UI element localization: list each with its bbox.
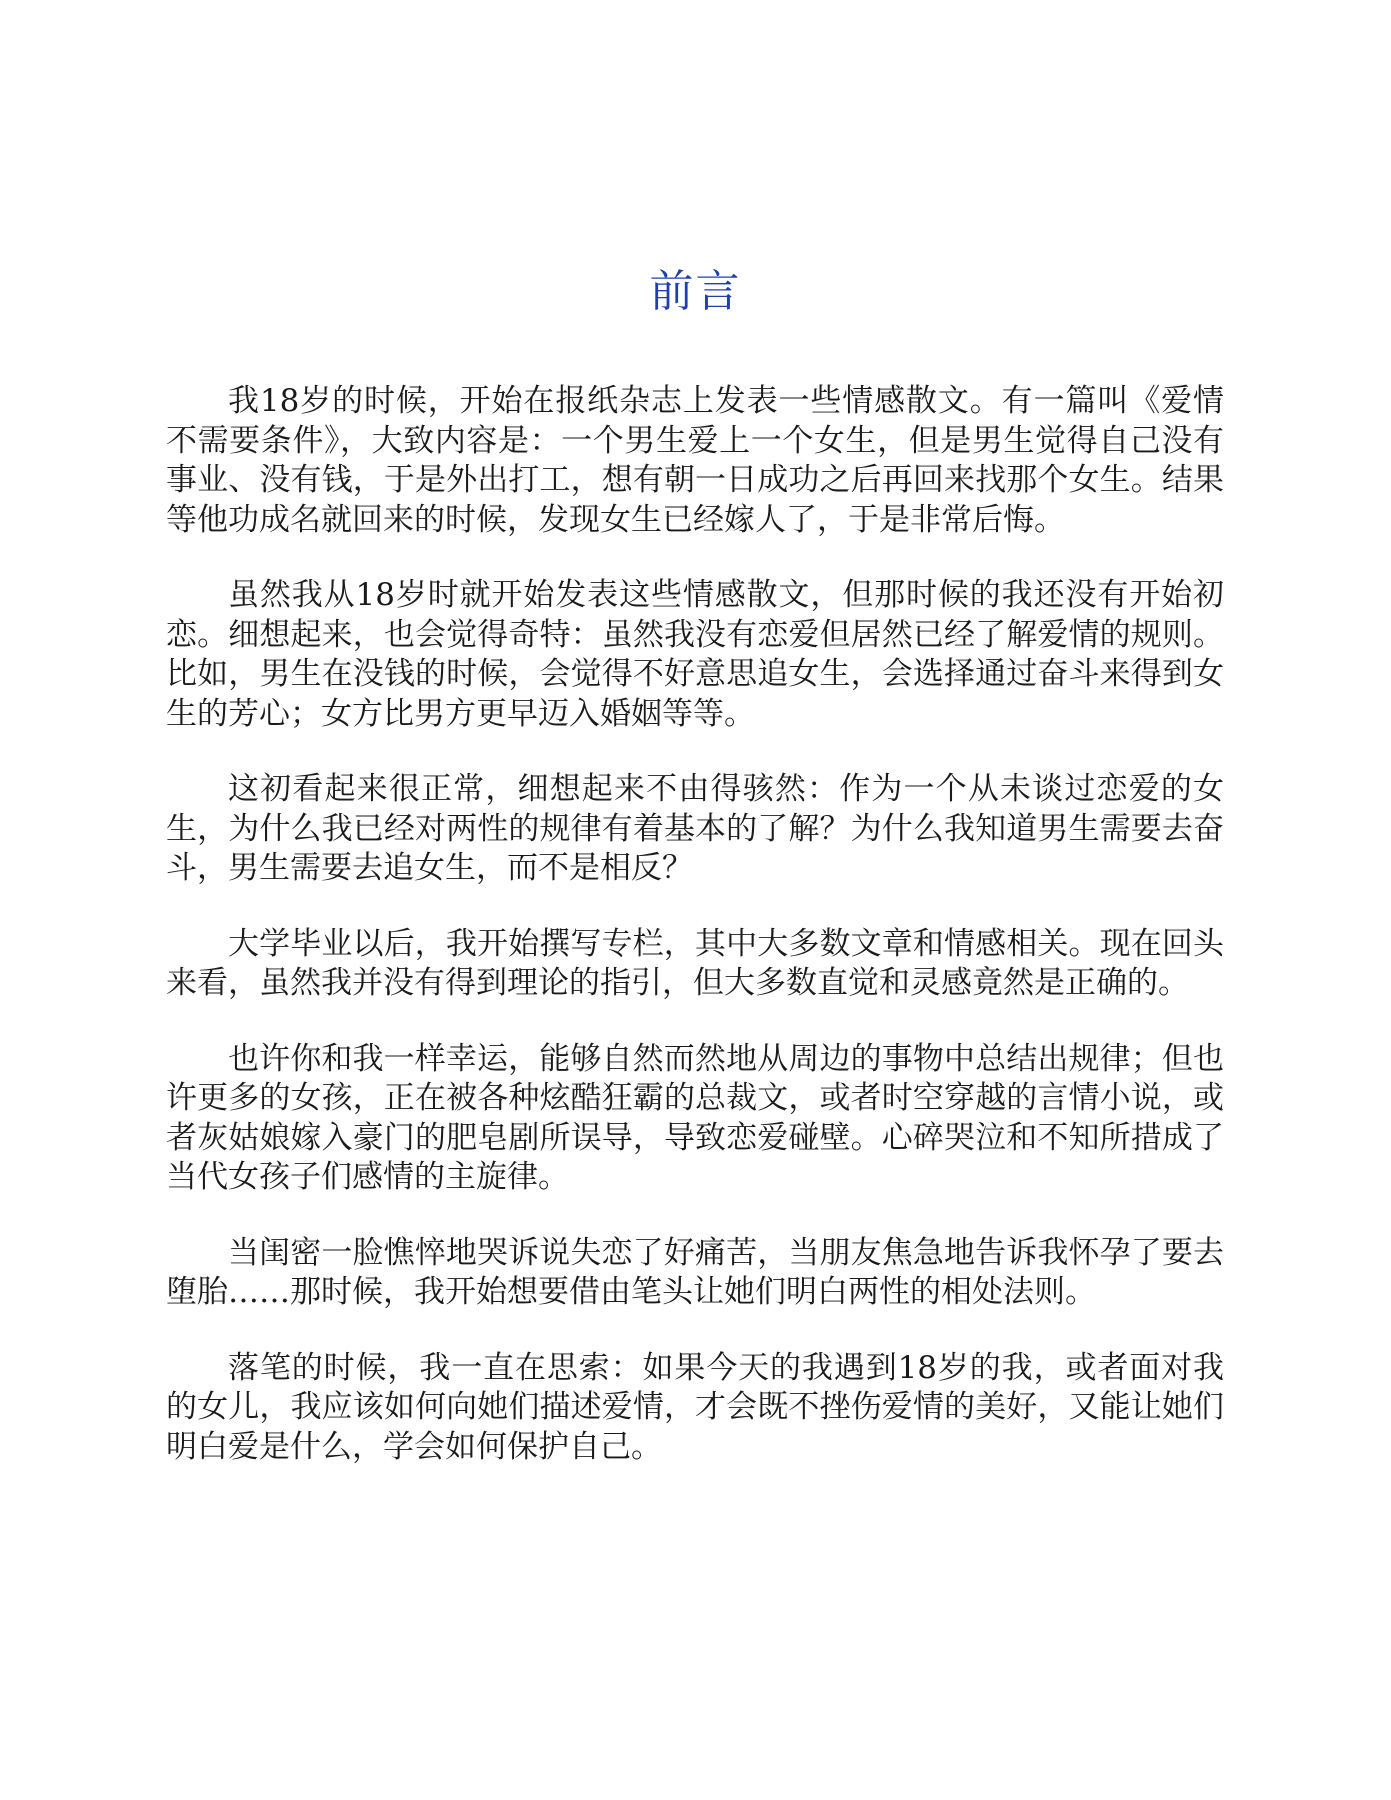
paragraph-7: 落笔的时候，我一直在思索：如果今天的我遇到18岁的我，或者面对我的女儿，我应该如何向她们描述爱情，才会既不挫伤爱情的美好，又能让她们明白爱是什么，学会如何保护自己。: [166, 1349, 1224, 1465]
paragraph-2: 虽然我从18岁时就开始发表这些情感散文，但那时候的我还没有开始初恋。细想起来，也会觉得奇特：虽然我没有恋爱但居然已经了解爱情的规则。比如，男生在没钱的时候，会觉得不好意思追女生，会选择通过奋斗来得到女生的芳心；女方比男方更早迈入婚姻等等。: [166, 577, 1224, 732]
paragraph-6: 当闺密一脸憔悴地哭诉说失恋了好痛苦，当朋友焦急地告诉我怀孕了要去堕胎……那时候，我开始想要借由笔头让她们明白两性的相处法则。: [166, 1234, 1224, 1310]
page-title: 前言: [649, 266, 742, 317]
paragraph-5: 也许你和我一样幸运，能够自然而然地从周边的事物中总结出规律；但也许更多的女孩，正在被各种炫酷狂霸的总裁文，或者时空穿越的言情小说，或者灰姑娘嫁入豪门的肥皂剧所误导，导致恋爱碰壁。心碎哭泣和不知所措成了当代女孩子们感情的主旋律。: [166, 1040, 1224, 1195]
body-text: [166, 382, 1224, 1503]
paragraph-1: 我18岁的时候，开始在报纸杂志上发表一些情感散文。有一篇叫《爱情不需要条件》，大致内容是：一个男生爱上一个女生，但是男生觉得自己没有事业、没有钱，于是外出打工，想有朝一日成功之后再回来找那个女生。结果等他功成名就回来的时候，发现女生已经嫁人了，于是非常后悔。: [166, 383, 1224, 538]
paragraph-3: 这初看起来很正常，细想起来不由得骇然：作为一个从未谈过恋爱的女生，为什么我已经对两性的规律有着基本的了解？为什么我知道男生需要去奋斗，男生需要去追女生，而不是相反？: [166, 771, 1224, 886]
paragraph-4: 大学毕业以后，我开始撰写专栏，其中大多数文章和情感相关。现在回头来看，虽然我并没有得到理论的指引，但大多数直觉和灵感竟然是正确的。: [166, 925, 1224, 1001]
